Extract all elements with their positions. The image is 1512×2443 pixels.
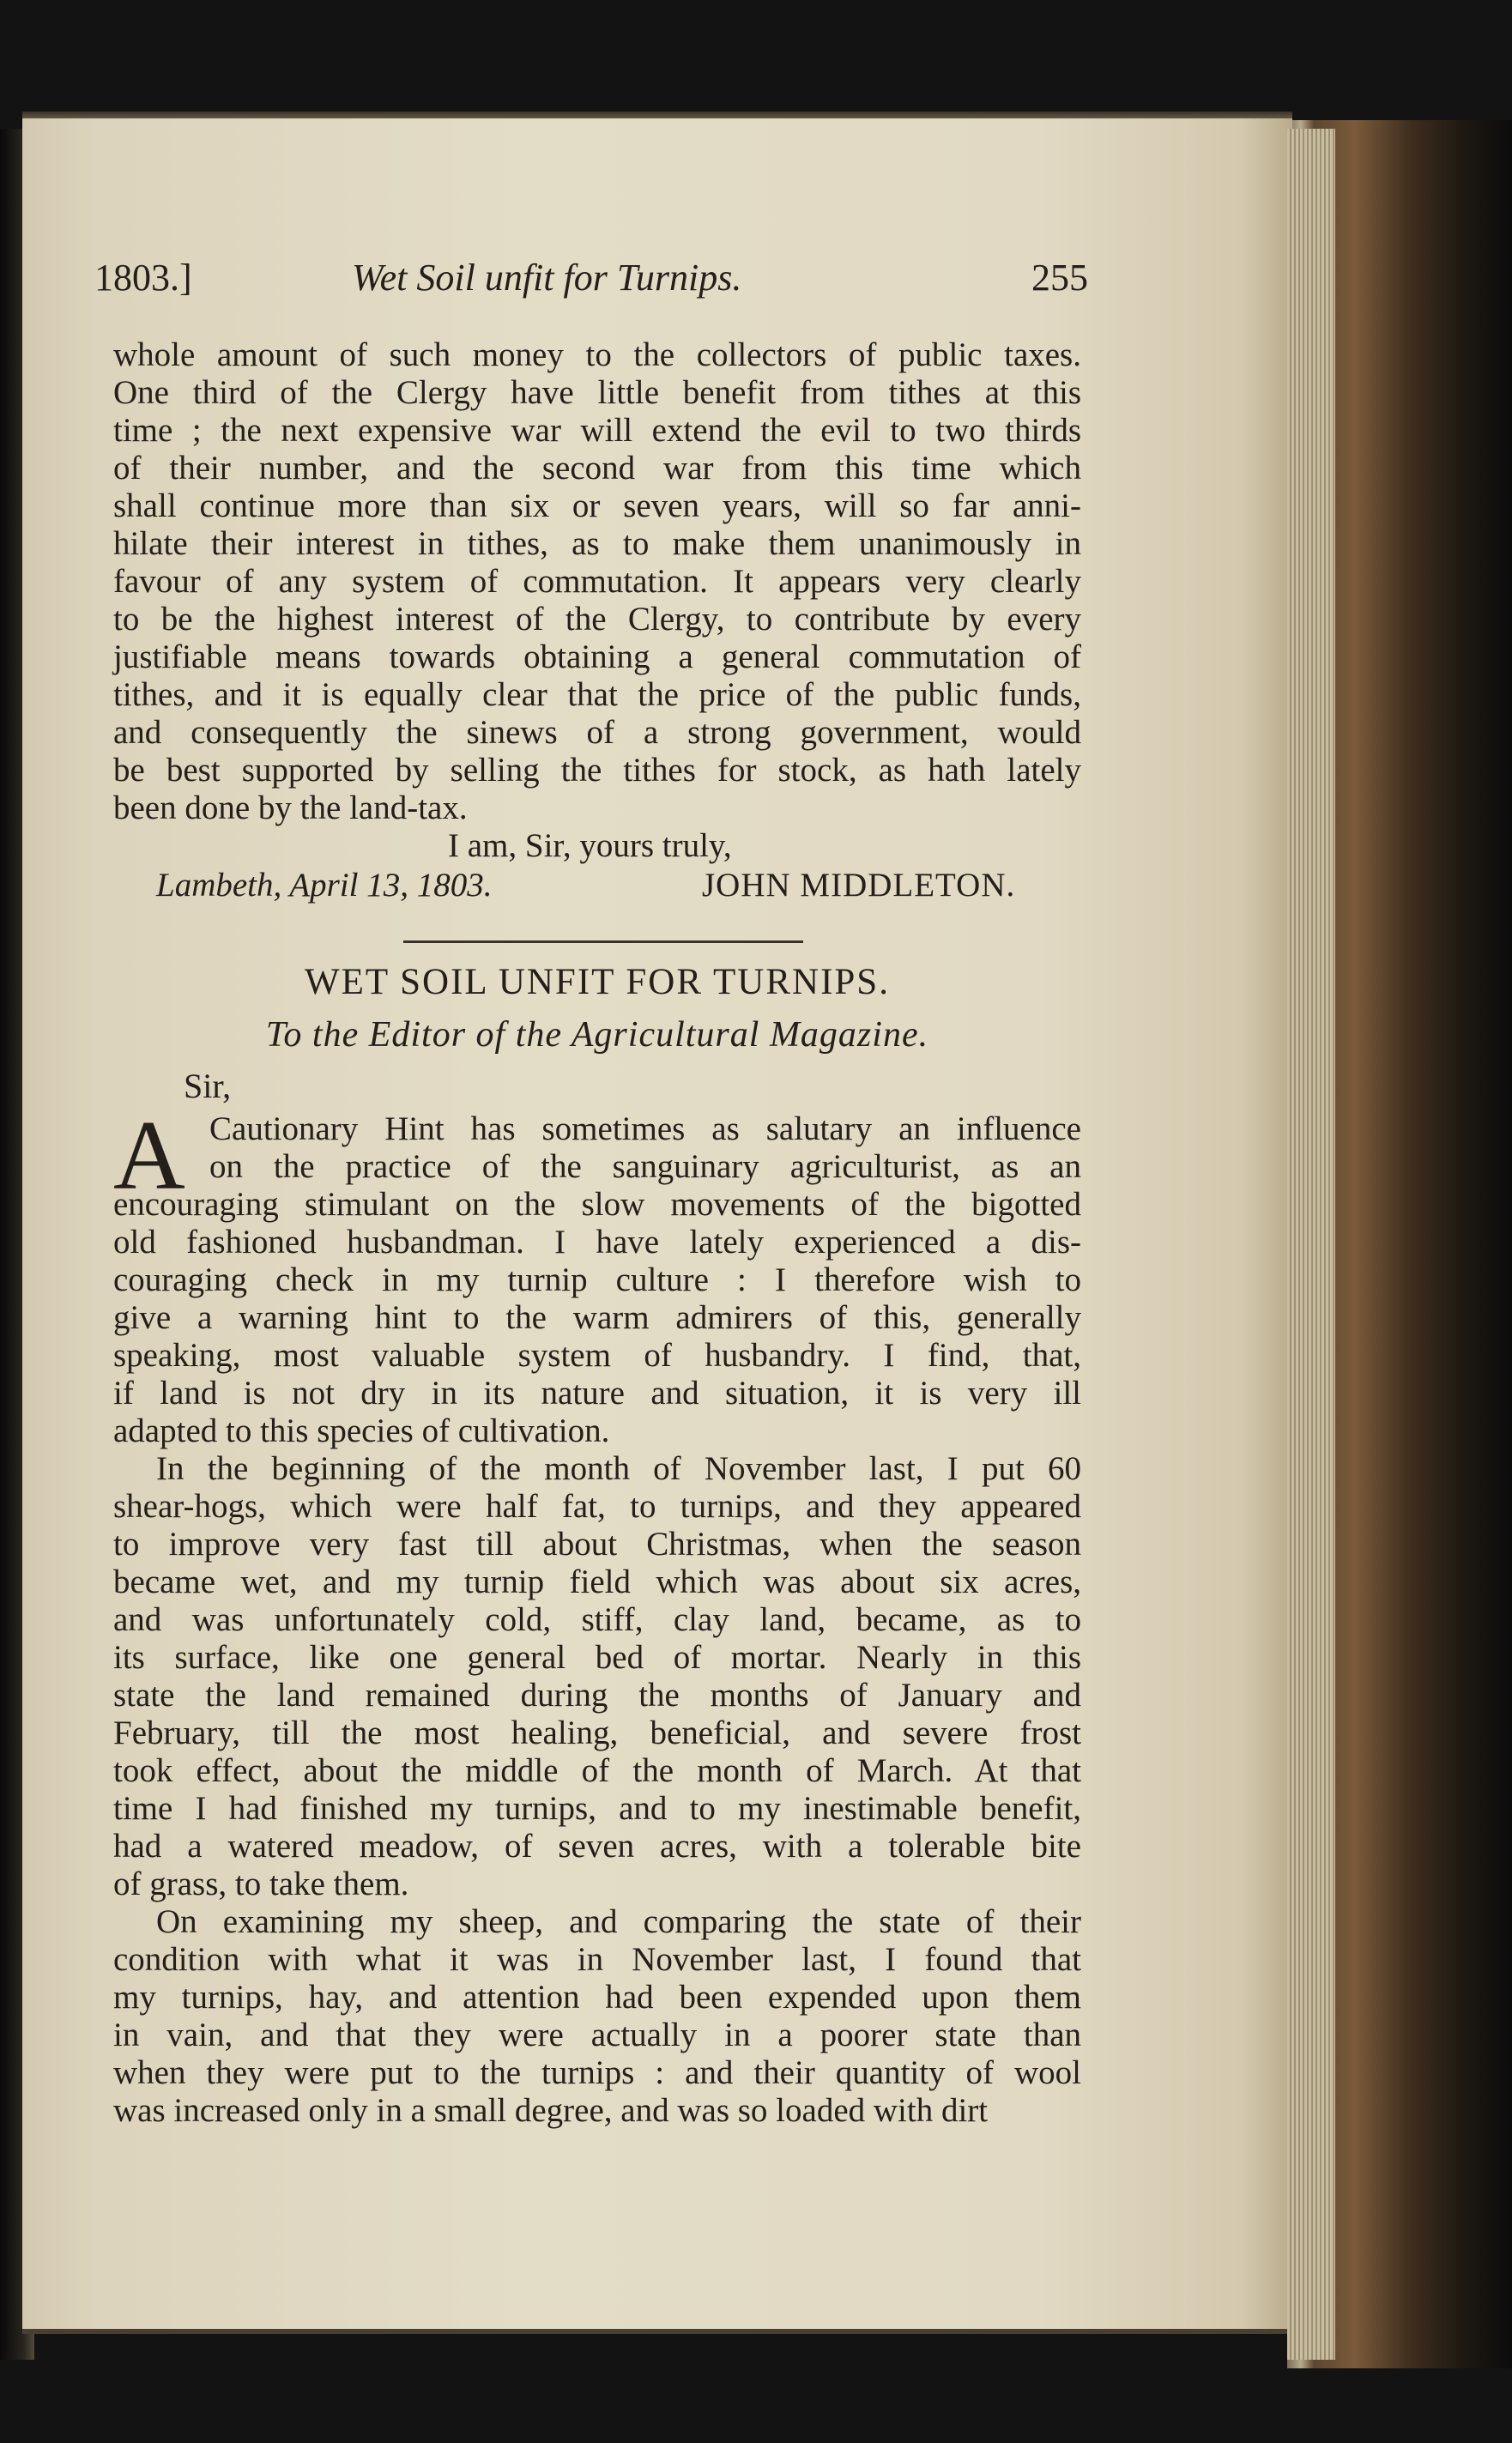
text-line: whole amount of such money to the collectors of public taxes. (113, 336, 1081, 373)
text-line: when they were put to the turnips : and their quantity of wool (113, 2054, 1081, 2091)
text-line: One third of the Clergy have little benefit from tithes at this (113, 374, 1081, 411)
article-title: WET SOIL UNFIT FOR TURNIPS. (305, 962, 890, 1002)
signature: JOHN MIDDLETON. (702, 867, 1016, 904)
drop-cap: A (113, 1101, 185, 1211)
text-line: of their number, and the second war from this time which (113, 450, 1081, 487)
text-line: in vain, and that they were actually in a poorer state than (113, 2017, 1081, 2053)
text-line: and consequently the sinews of a strong government, would (113, 714, 1081, 751)
article-body (113, 1186, 1081, 2130)
header-page-number: 255 (1031, 257, 1088, 299)
text-line: adapted to this species of cultivation. (113, 1412, 610, 1449)
page-stack-edge (1287, 129, 1335, 2360)
text-line: became wet, and my turnip field which was about six acres, (113, 1563, 1081, 1600)
first-line-2: on the practice of the sanguinary agriculturist, as an (209, 1148, 1081, 1185)
to-editor-line: To the Editor of the Agricultural Magazine. (265, 1015, 929, 1055)
text-line: state the land remained during the months of January and (113, 1677, 1081, 1714)
text-line: shall continue more than six or seven years, will so far anni- (113, 487, 1081, 524)
text-line: favour of any system of commutation. It appears very clearly (113, 563, 1081, 600)
text-line: time I had finished my turnips, and to my inestimable benefit, (113, 1790, 1081, 1827)
text-line: February, till the most healing, beneficial, and severe frost (113, 1714, 1081, 1751)
text-line: of grass, to take them. (113, 1866, 409, 1902)
text-line: been done by the land-tax. (113, 789, 468, 826)
running-header (94, 256, 1090, 299)
header-year: 1803.] (94, 257, 192, 299)
text-line: shear-hogs, which were half fat, to turnips, and they appeared (113, 1488, 1081, 1525)
text-line: tithes, and it is equally clear that the price of the public funds, (113, 676, 1081, 713)
first-line-1: Cautionary Hint has sometimes as salutary an influence (209, 1110, 1081, 1147)
text-line: its surface, like one general bed of mortar. Nearly in this (113, 1639, 1081, 1676)
text-line: if land is not dry in its nature and situation, it is very ill (113, 1375, 1081, 1412)
text-line: be best supported by selling the tithes for stock, as hath lately (113, 752, 1081, 789)
text-line: speaking, most valuable system of husbandry. I find, that, (113, 1337, 1081, 1374)
text-line: old fashioned husbandman. I have lately experienced a dis- (113, 1224, 1081, 1261)
text-line: hilate their interest in tithes, as to make them unanimously in (113, 525, 1081, 562)
text-line: had a watered meadow, of seven acres, with a tolerable bite (113, 1828, 1081, 1865)
text-line: and was unfortunately cold, stiff, clay land, became, as to (113, 1601, 1081, 1638)
text-line: to be the highest interest of the Clergy, to contribute by every (113, 601, 1081, 638)
text-line: encouraging stimulant on the slow movements of the bigotted (113, 1186, 1081, 1223)
text-line: time ; the next expensive war will extend the evil to two thirds (113, 412, 1081, 449)
text-line: to improve very fast till about Christmas, when the season (113, 1526, 1081, 1563)
text-line: couraging check in my turnip culture : I therefore wish to (113, 1261, 1081, 1298)
text-line: was increased only in a small degree, and was so loaded with dirt (113, 2092, 989, 2129)
header-title: Wet Soil unfit for Turnips. (352, 257, 742, 299)
text-line: On examining my sheep, and comparing the state of their (156, 1903, 1081, 1940)
text-line: my turnips, hay, and attention had been expended upon them (113, 1979, 1081, 2016)
place-date: Lambeth, April 13, 1803. (156, 867, 493, 904)
text-line: condition with what it was in November last, I found that (113, 1941, 1081, 1978)
closing-line: I am, Sir, yours truly, (448, 827, 732, 864)
text-line: In the beginning of the month of November last, I put 60 (156, 1450, 1081, 1487)
text-line: justifiable means towards obtaining a general commutation of (113, 638, 1081, 675)
text-line: give a warning hint to the warm admirers of this, generally (113, 1299, 1081, 1336)
salutation: Sir, (184, 1067, 232, 1105)
section-divider (403, 940, 803, 943)
text-line: took effect, about the middle of the month of March. At that (113, 1752, 1081, 1789)
